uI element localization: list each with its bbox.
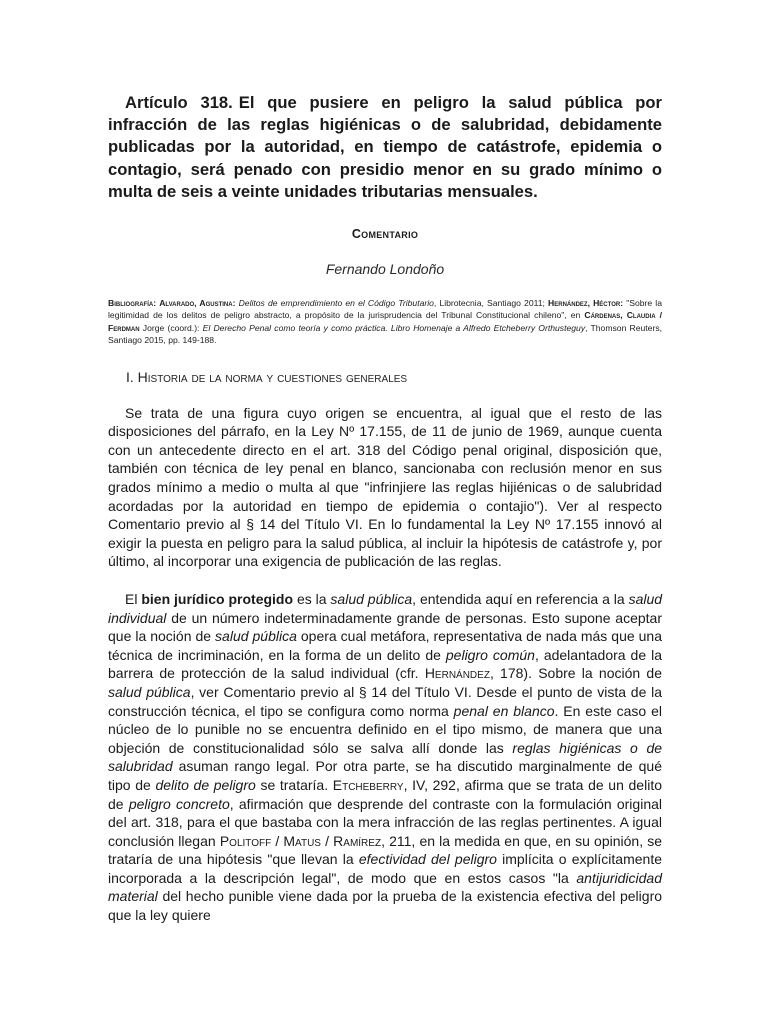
section-title xyxy=(108,227,662,241)
article-318 xyxy=(108,92,662,203)
article-label: Artículo 318. xyxy=(125,93,233,112)
italic-term: salud pública xyxy=(330,590,413,607)
biblio-pub-2: , Thomson Reuters, Santiago 2015, pp. 149-188. xyxy=(108,322,663,346)
text-run: , IV, 292, afirma que se trata de un delito de xyxy=(108,776,662,812)
biblio-title-1: Delitos de emprendimiento en el Código Tributario xyxy=(238,298,434,309)
italic-term: salud pública xyxy=(215,628,297,645)
text-run: , afirmación que desprende del contraste con la formulación original del art. 318, para el que bastaba con la mera infracción de las reglas pertinentes. A igual conclusión llegan xyxy=(108,795,662,849)
italic-term: peligro común xyxy=(445,646,535,663)
biblio-label: Bibliografía: xyxy=(108,298,157,309)
section-heading: I. Historia de la norma y cuestiones generales xyxy=(126,368,408,385)
cited-author: Politoff / Matus / Ramírez xyxy=(219,832,382,849)
biblio-editor-role: Jorge (coord.): xyxy=(142,322,200,333)
italic-term: salud individual xyxy=(108,590,663,626)
italic-term: penal en blanco xyxy=(453,702,555,719)
text-run: asuman rango legal. Por otra parte, se ha discutido marginalmente de qué tipo de xyxy=(108,758,663,793)
italic-term: reglas higiénicas o de salubridad xyxy=(108,739,663,775)
italic-term: antijuridicidad material xyxy=(108,869,662,905)
text-run: se trataría. xyxy=(260,776,329,793)
bibliography xyxy=(108,297,662,347)
author-name: Fernando Londoño xyxy=(325,261,445,278)
italic-term: efectividad del peligro xyxy=(358,851,497,868)
text-run: , 211, en la medida en que, en su opinión, se trataría de una hipótesis "que llevan la xyxy=(108,832,663,868)
italic-term: peligro concreto xyxy=(128,795,230,812)
text-run: de un número indeterminadamente grande de personas. Esto supone aceptar que la noción de xyxy=(108,609,662,645)
text-run: implícita o explícitamente incorporada a la descripción legal", de modo que en estos casos "la xyxy=(108,851,662,886)
cited-author: Etcheberry xyxy=(332,776,404,793)
cited-author: Hernández xyxy=(424,665,490,682)
biblio-pub-1: , Librotecnia, Santiago 2011; xyxy=(433,298,545,309)
biblio-title-2: "Sobre la legitimidad de los delitos de peligro abstracto, a propósito de la jurisprudencia del Tribunal Constitucional chileno", en xyxy=(108,298,662,321)
paragraph-bien-juridico xyxy=(108,590,662,925)
biblio-author-1: Alvarado, Agustina: xyxy=(159,298,236,309)
text-run: . En este caso el núcleo de lo punible no se encuentra definido en el tipo mismo, de manera que una objeción de constitucionalidad sólo se salva allí donde las xyxy=(108,702,662,756)
text-run: , ver Comentario previo al § 14 del Título VI. Desde el punto de vista de la construcción técnica, el tipo se configura como norma xyxy=(108,683,662,719)
text-run: El xyxy=(125,590,138,607)
biblio-author-2: Hernández, Héctor: xyxy=(548,298,624,309)
biblio-editors: Cárdenas, Claudia / Ferdman xyxy=(108,310,662,333)
paragraph-history: Se trata de una figura cuyo origen se encuentra, al igual que el resto de las disposiciones del párrafo, en la Ley Nº 17.155, de 11 de junio de 1969, aunque cuenta con un antecedente directo en el art. 318 del Código penal original, disposición que, también con técnica de ley penal en blanco, sancionaba con reclusión menor en sus grados mínimo a medio o multa al que "infrinjiere las reglas hijiénicas o de salubridad acordadas por la autoridad en tiempo de epidemia o contajio"). Ver al respecto Comentario previo al § 14 del Título VI. En lo fundamental la Ley Nº 17.155 innovó al exigir la puesta en peligro para la salud pública, al incluir la hipótesis de catástrofe y, por último, al incorporar una exigencia de publicación de las reglas. xyxy=(108,404,662,570)
text-run: , entendida aquí en referencia a la xyxy=(412,590,625,607)
text-run: , 178). Sobre la noción de xyxy=(489,665,662,682)
article-text: El que pusiere en peligro la salud pública por infracción de las reglas higiénicas o de salubridad, debidamente publicadas por la autoridad, en tiempo de catástrofe, epidemia o contagio, será penado con presidio menor en su grado mínimo o multa de seis a veinte unidades tributarias mensuales. xyxy=(108,93,662,201)
text-run: es la xyxy=(296,590,327,607)
section-title-text: Comentario xyxy=(351,227,419,242)
bold-term: bien jurídico protegido xyxy=(141,590,294,607)
biblio-book-title: El Derecho Penal como teoría y como práctica. Libro Homenaje a Alfredo Etcheberry Orthusteguy xyxy=(202,322,586,333)
italic-term: delito de peligro xyxy=(155,776,256,793)
text-run: , adelantadora de la barrera de protección de la salud individual (cfr. xyxy=(108,646,663,682)
text-run: opera cual metáfora, representativa de nada más que una técnica de incriminación, en la forma de un delito de xyxy=(108,628,663,663)
italic-term: salud pública xyxy=(108,683,191,700)
text-run: del hecho punible viene dada por la prueba de la existencia efectiva del peligro que la ley quiere xyxy=(108,888,663,924)
